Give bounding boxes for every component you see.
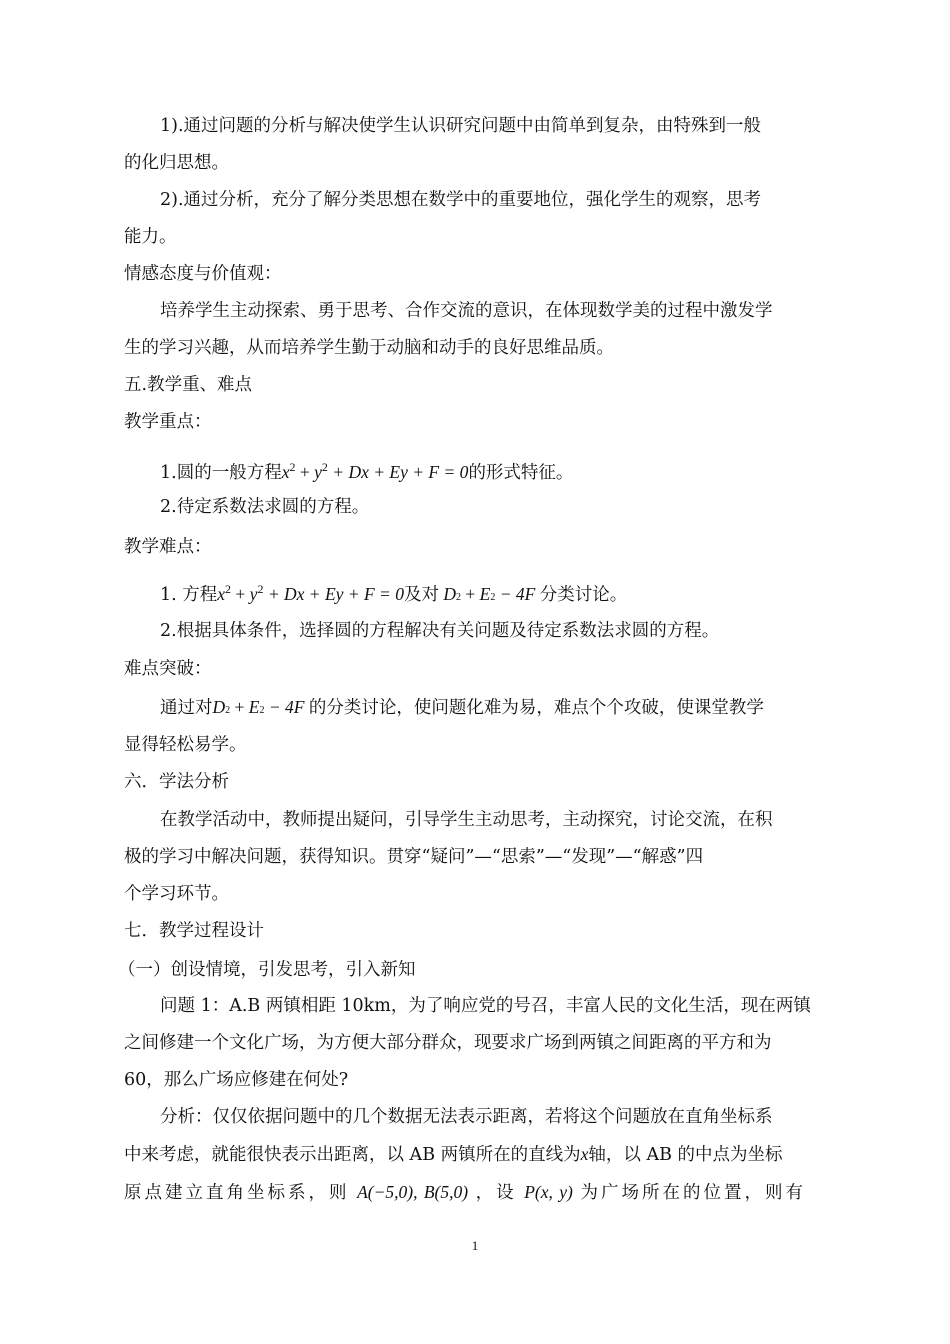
section-heading: 教学难点： bbox=[124, 537, 212, 557]
paragraph-line: 培养学生主动探索、勇于思考、合作交流的意识，在体现数学美的过程中激发学 bbox=[160, 301, 773, 321]
paragraph-line: 2.待定系数法求圆的方程。 bbox=[160, 497, 370, 517]
paragraph-line: 显得轻松易学。 bbox=[124, 735, 247, 755]
paragraph-line bbox=[160, 455, 573, 485]
paragraph-line: 生的学习兴趣，从而培养学生勤于动脑和动手的良好思维品质。 bbox=[124, 338, 614, 358]
text: 的分类讨论，使问题化难为易，难点个个攻破，使课堂教学 bbox=[308, 698, 764, 718]
text: 的形式特征。 bbox=[468, 463, 574, 483]
text: 轴，以 AB 的中点为坐标 bbox=[588, 1145, 783, 1165]
paragraph-line: 2.根据具体条件，选择圆的方程解决有关问题及待定系数法求圆的方程。 bbox=[160, 621, 720, 641]
circle-equation: $x^2 + y^2 + Dx + Ey + F = 0$ bbox=[217, 582, 404, 604]
paragraph-line bbox=[160, 577, 627, 610]
x-variable: x bbox=[580, 1144, 589, 1164]
text: 1.圆的一般方程 bbox=[160, 463, 282, 483]
text: 原点建立直角坐标系，则 bbox=[124, 1183, 350, 1203]
discriminant-expression: D2 + E2 − 4F bbox=[443, 584, 536, 604]
text: 通过对 bbox=[160, 698, 213, 718]
section-heading: 教学重点： bbox=[124, 412, 212, 432]
text: 为广场所在的位置，则有 bbox=[580, 1183, 806, 1203]
paragraph-line: 的化归思想。 bbox=[124, 153, 229, 173]
paragraph-line: 1).通过问题的分析与解决使学生认识研究问题中由简单到复杂，由特殊到一般 bbox=[160, 116, 762, 136]
paragraph-line bbox=[160, 695, 764, 723]
paragraph-line bbox=[124, 1180, 806, 1205]
section-heading: 情感态度与价值观： bbox=[124, 264, 282, 284]
paragraph-line: 问题 1：A.B 两镇相距 10km，为了响应党的号召，丰富人民的文化生活，现在两镇 bbox=[160, 996, 811, 1016]
circle-equation: $x^2 + y^2 + Dx + Ey + F = 0$ bbox=[281, 460, 469, 482]
text: 中来考虑，就能很快表示出距离，以 AB 两镇所在的直线为 bbox=[124, 1145, 581, 1165]
text: 分类讨论。 bbox=[539, 585, 628, 605]
paragraph-line: 分析：仅仅依据问题中的几个数据无法表示距离，若将这个问题放在直角坐标系 bbox=[160, 1107, 773, 1127]
paragraph-line: 能力。 bbox=[124, 227, 177, 247]
section-heading: 七．教学过程设计 bbox=[124, 921, 264, 941]
point-p: P(x, y) bbox=[524, 1182, 573, 1202]
page-number: 1 bbox=[471, 1238, 479, 1253]
section-heading: （一）创设情境，引发思考，引入新知 bbox=[118, 960, 416, 980]
text: 1. 方程 bbox=[160, 585, 218, 605]
paragraph-line bbox=[124, 1142, 783, 1167]
point-coordinates: A(−5,0), B(5,0) bbox=[357, 1182, 469, 1202]
section-heading: 六．学法分析 bbox=[124, 772, 229, 792]
text: 及对 bbox=[404, 585, 439, 605]
discriminant-expression: D2 + E2 − 4F bbox=[212, 697, 305, 717]
paragraph-line: 在教学活动中，教师提出疑问，引导学生主动思考，主动探究，讨论交流，在积 bbox=[160, 810, 773, 830]
paragraph-line: 60，那么广场应修建在何处? bbox=[124, 1070, 349, 1090]
paragraph-line: 个学习环节。 bbox=[124, 884, 229, 904]
section-heading: 难点突破： bbox=[124, 659, 212, 679]
section-heading: 五.教学重、难点 bbox=[124, 375, 253, 395]
paragraph-line: 2).通过分析，充分了解分类思想在数学中的重要地位，强化学生的观察，思考 bbox=[160, 190, 762, 210]
text: ，设 bbox=[475, 1183, 517, 1203]
paragraph-line: 之间修建一个文化广场，为方便大部分群众，现要求广场到两镇之间距离的平方和为 bbox=[124, 1033, 772, 1053]
paragraph-line: 极的学习中解决问题，获得知识。贯穿“疑问”—“思索”—“发现”—“解惑”四 bbox=[124, 847, 704, 867]
